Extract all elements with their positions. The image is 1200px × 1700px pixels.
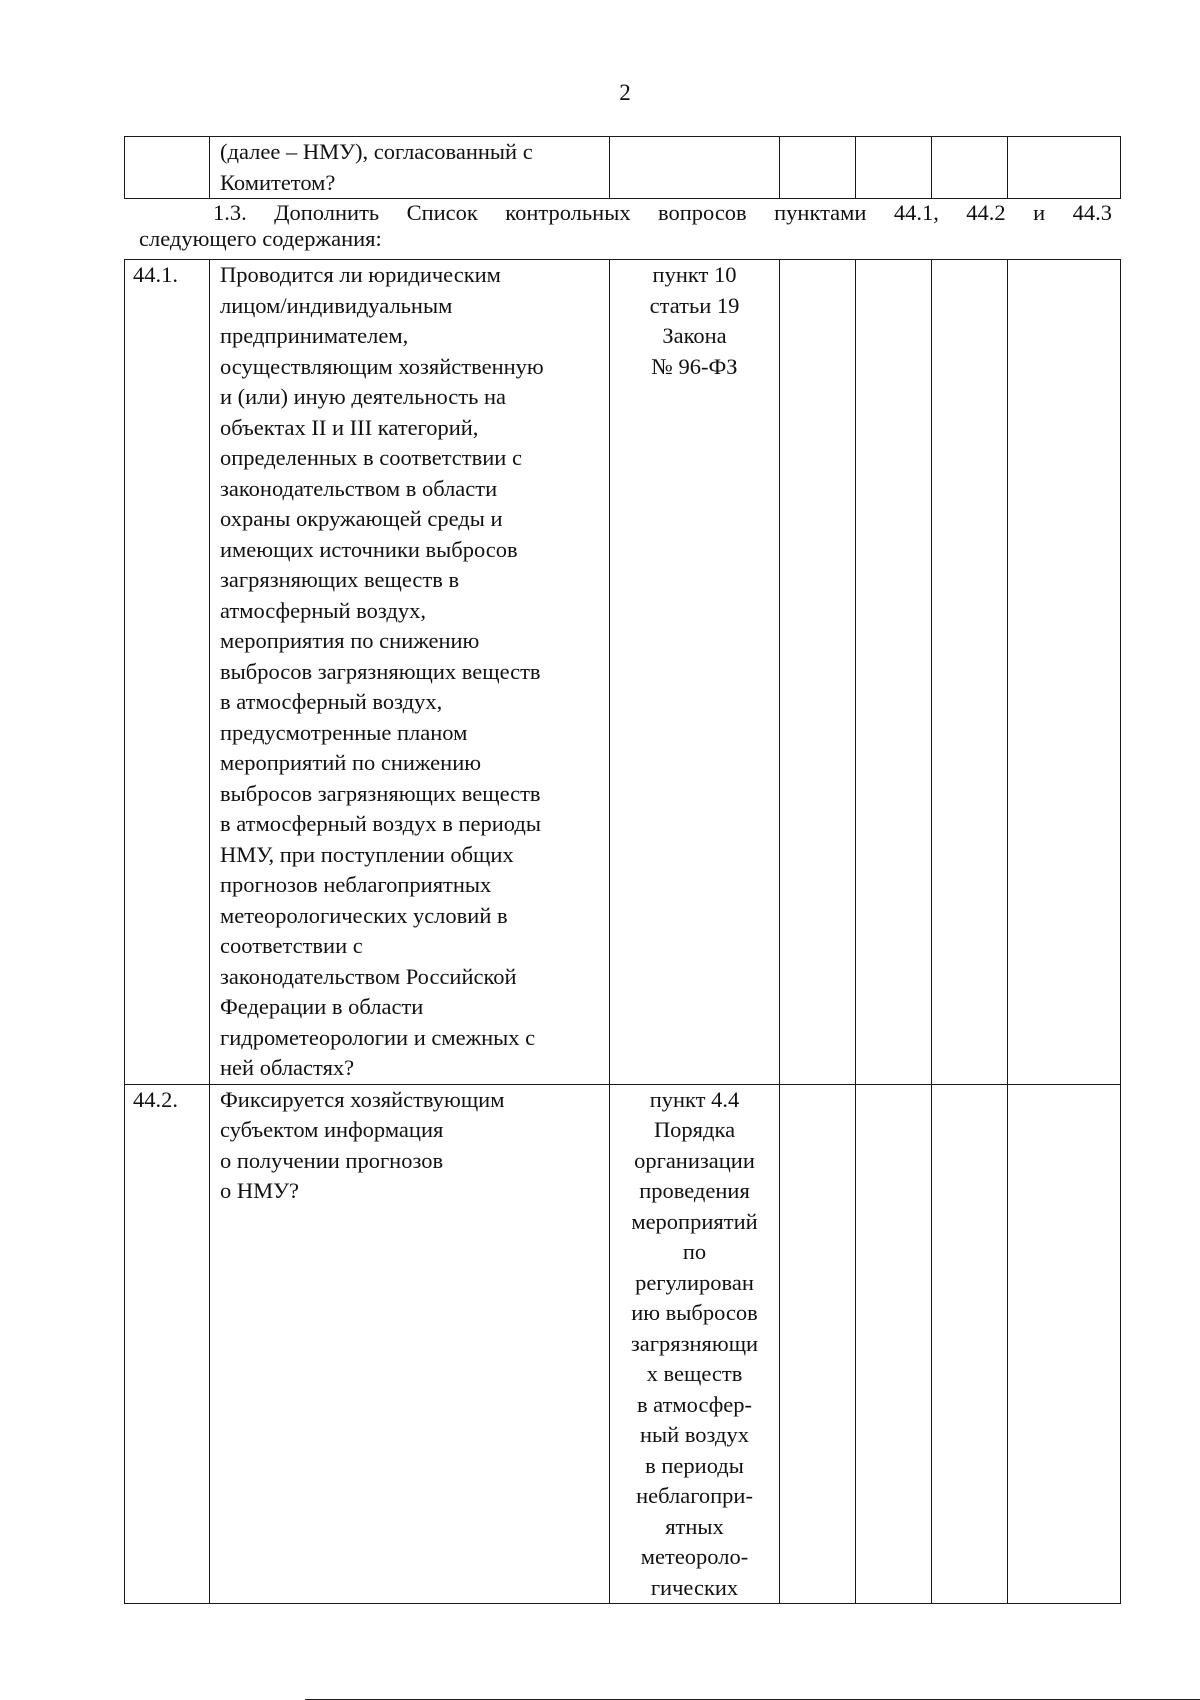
legal-basis-line: организации	[634, 1147, 755, 1173]
question-line: прогнозов неблагоприятных	[220, 872, 492, 897]
page-number: 2	[619, 80, 631, 105]
note-cell	[1008, 260, 1121, 1085]
legal-basis-line: в атмосфер-	[636, 1391, 753, 1417]
question-line: законодательством в области	[220, 475, 498, 501]
note-cell	[1008, 1084, 1121, 1604]
question-line: Фиксируется хозяйствующим	[220, 1086, 505, 1112]
item-number: 44.2.	[125, 1084, 210, 1604]
question-line: Федерации в области	[220, 994, 424, 1019]
legal-basis-line: метеороло-	[640, 1544, 749, 1569]
question-line: и (или) иную деятельность на	[220, 384, 507, 409]
question-cell	[210, 137, 610, 199]
legal-basis-cell	[610, 1084, 780, 1604]
legal-basis-line: в периоды	[645, 1452, 744, 1478]
question-line: ней областях?	[220, 1055, 355, 1080]
answer-cell	[856, 137, 932, 199]
legal-basis-line: по	[682, 1239, 707, 1264]
question-line: выбросов загрязняющих веществ	[220, 780, 541, 806]
amendment-word: 44.3	[1072, 200, 1112, 225]
legal-basis-line: пункт 4.4	[649, 1086, 740, 1112]
legal-basis-line: № 96-ФЗ	[651, 353, 738, 379]
question-line: (далее – НМУ), согласованный с	[220, 139, 533, 164]
question-line: гидрометеорологии и смежных с	[220, 1024, 536, 1050]
question-line: мероприятия по снижению	[220, 628, 480, 653]
amendment-word: контрольных	[505, 200, 631, 225]
question-line: охраны окружающей среды и	[220, 506, 503, 531]
question-line: предпринимателем,	[220, 323, 409, 348]
legal-basis-line: статьи 19	[649, 292, 740, 318]
amendment-word: 44.1,	[893, 200, 939, 225]
amendment-word: 1.3.	[213, 200, 247, 225]
legal-basis-line: проведения	[639, 1178, 750, 1203]
question-line: загрязняющих веществ в	[220, 567, 460, 592]
amendment-word: и	[1033, 200, 1046, 225]
basis-cell	[610, 137, 780, 199]
number-cell	[125, 137, 210, 199]
legal-basis-line: ный воздух	[640, 1422, 749, 1447]
question-line: метеорологических условий в	[220, 902, 508, 928]
question-line: законодательством Российской	[220, 963, 517, 989]
question-line: Комитетом?	[220, 169, 336, 195]
question-line: соответствии с	[220, 933, 363, 958]
table-row	[125, 137, 1121, 199]
table-row	[125, 1084, 1121, 1604]
question-line: выбросов загрязняющих веществ	[220, 658, 541, 684]
checklist-table	[124, 259, 1121, 1604]
question-line: Проводится ли юридическим	[220, 262, 501, 287]
amendment-second-line: следующего содержания:	[139, 226, 382, 251]
question-line: субъектом информация	[220, 1117, 444, 1142]
question-line: осуществляющим хозяйственную	[220, 353, 544, 379]
answer-cell	[780, 1084, 856, 1604]
amendment-word: пунктами	[774, 200, 867, 225]
legal-basis-line: пункт 10	[652, 262, 737, 287]
legal-basis-line: загрязняющи	[630, 1330, 759, 1356]
question-line: о НМУ?	[220, 1178, 300, 1203]
legal-basis-line: регулирован	[635, 1269, 754, 1295]
answer-cell	[932, 137, 1008, 199]
answer-cell	[856, 260, 932, 1085]
legal-basis-line: гических	[650, 1574, 739, 1600]
legal-basis-line: неблагопри-	[636, 1483, 753, 1508]
answer-cell	[780, 137, 856, 199]
legal-basis-line: ятных	[665, 1513, 724, 1539]
amendment-paragraph	[139, 200, 1112, 252]
checklist-table-continuation	[124, 136, 1121, 199]
legal-basis-cell	[610, 260, 780, 1085]
question-line: в атмосферный воздух,	[220, 689, 443, 714]
question-cell	[210, 1084, 610, 1604]
question-line: мероприятий по снижению	[220, 750, 482, 775]
question-line: предусмотренные планом	[220, 719, 468, 745]
item-number: 44.1.	[125, 260, 210, 1085]
amendment-word: Список	[406, 200, 478, 225]
amendment-word: Дополнить	[274, 200, 380, 225]
answer-cell	[932, 1084, 1008, 1604]
amendment-first-line	[139, 200, 1112, 226]
question-cell	[210, 260, 610, 1085]
answer-cell	[856, 1084, 932, 1604]
note-cell	[1008, 137, 1121, 199]
question-line: атмосферный воздух,	[220, 597, 426, 623]
answer-cell	[780, 260, 856, 1085]
question-line: лицом/индивидуальным	[220, 292, 453, 318]
answer-cell	[932, 260, 1008, 1085]
question-line: в атмосферный воздух в периоды	[220, 811, 541, 836]
legal-basis-line: ию выбросов	[631, 1300, 758, 1325]
legal-basis-line: х веществ	[646, 1361, 743, 1386]
legal-basis-line: мероприятий	[631, 1208, 758, 1234]
question-line: НМУ, при поступлении общих	[220, 841, 514, 867]
legal-basis-line: Порядка	[653, 1117, 736, 1142]
question-line: имеющих источники выбросов	[220, 536, 518, 562]
question-line: о получении прогнозов	[220, 1147, 444, 1173]
amendment-word: вопросов	[658, 200, 747, 225]
table-row	[125, 260, 1121, 1085]
question-line: объектах II и III категорий,	[220, 414, 479, 440]
legal-basis-line: Закона	[662, 323, 727, 348]
question-line: определенных в соответствии с	[220, 445, 522, 470]
amendment-word: 44.2	[966, 200, 1006, 225]
